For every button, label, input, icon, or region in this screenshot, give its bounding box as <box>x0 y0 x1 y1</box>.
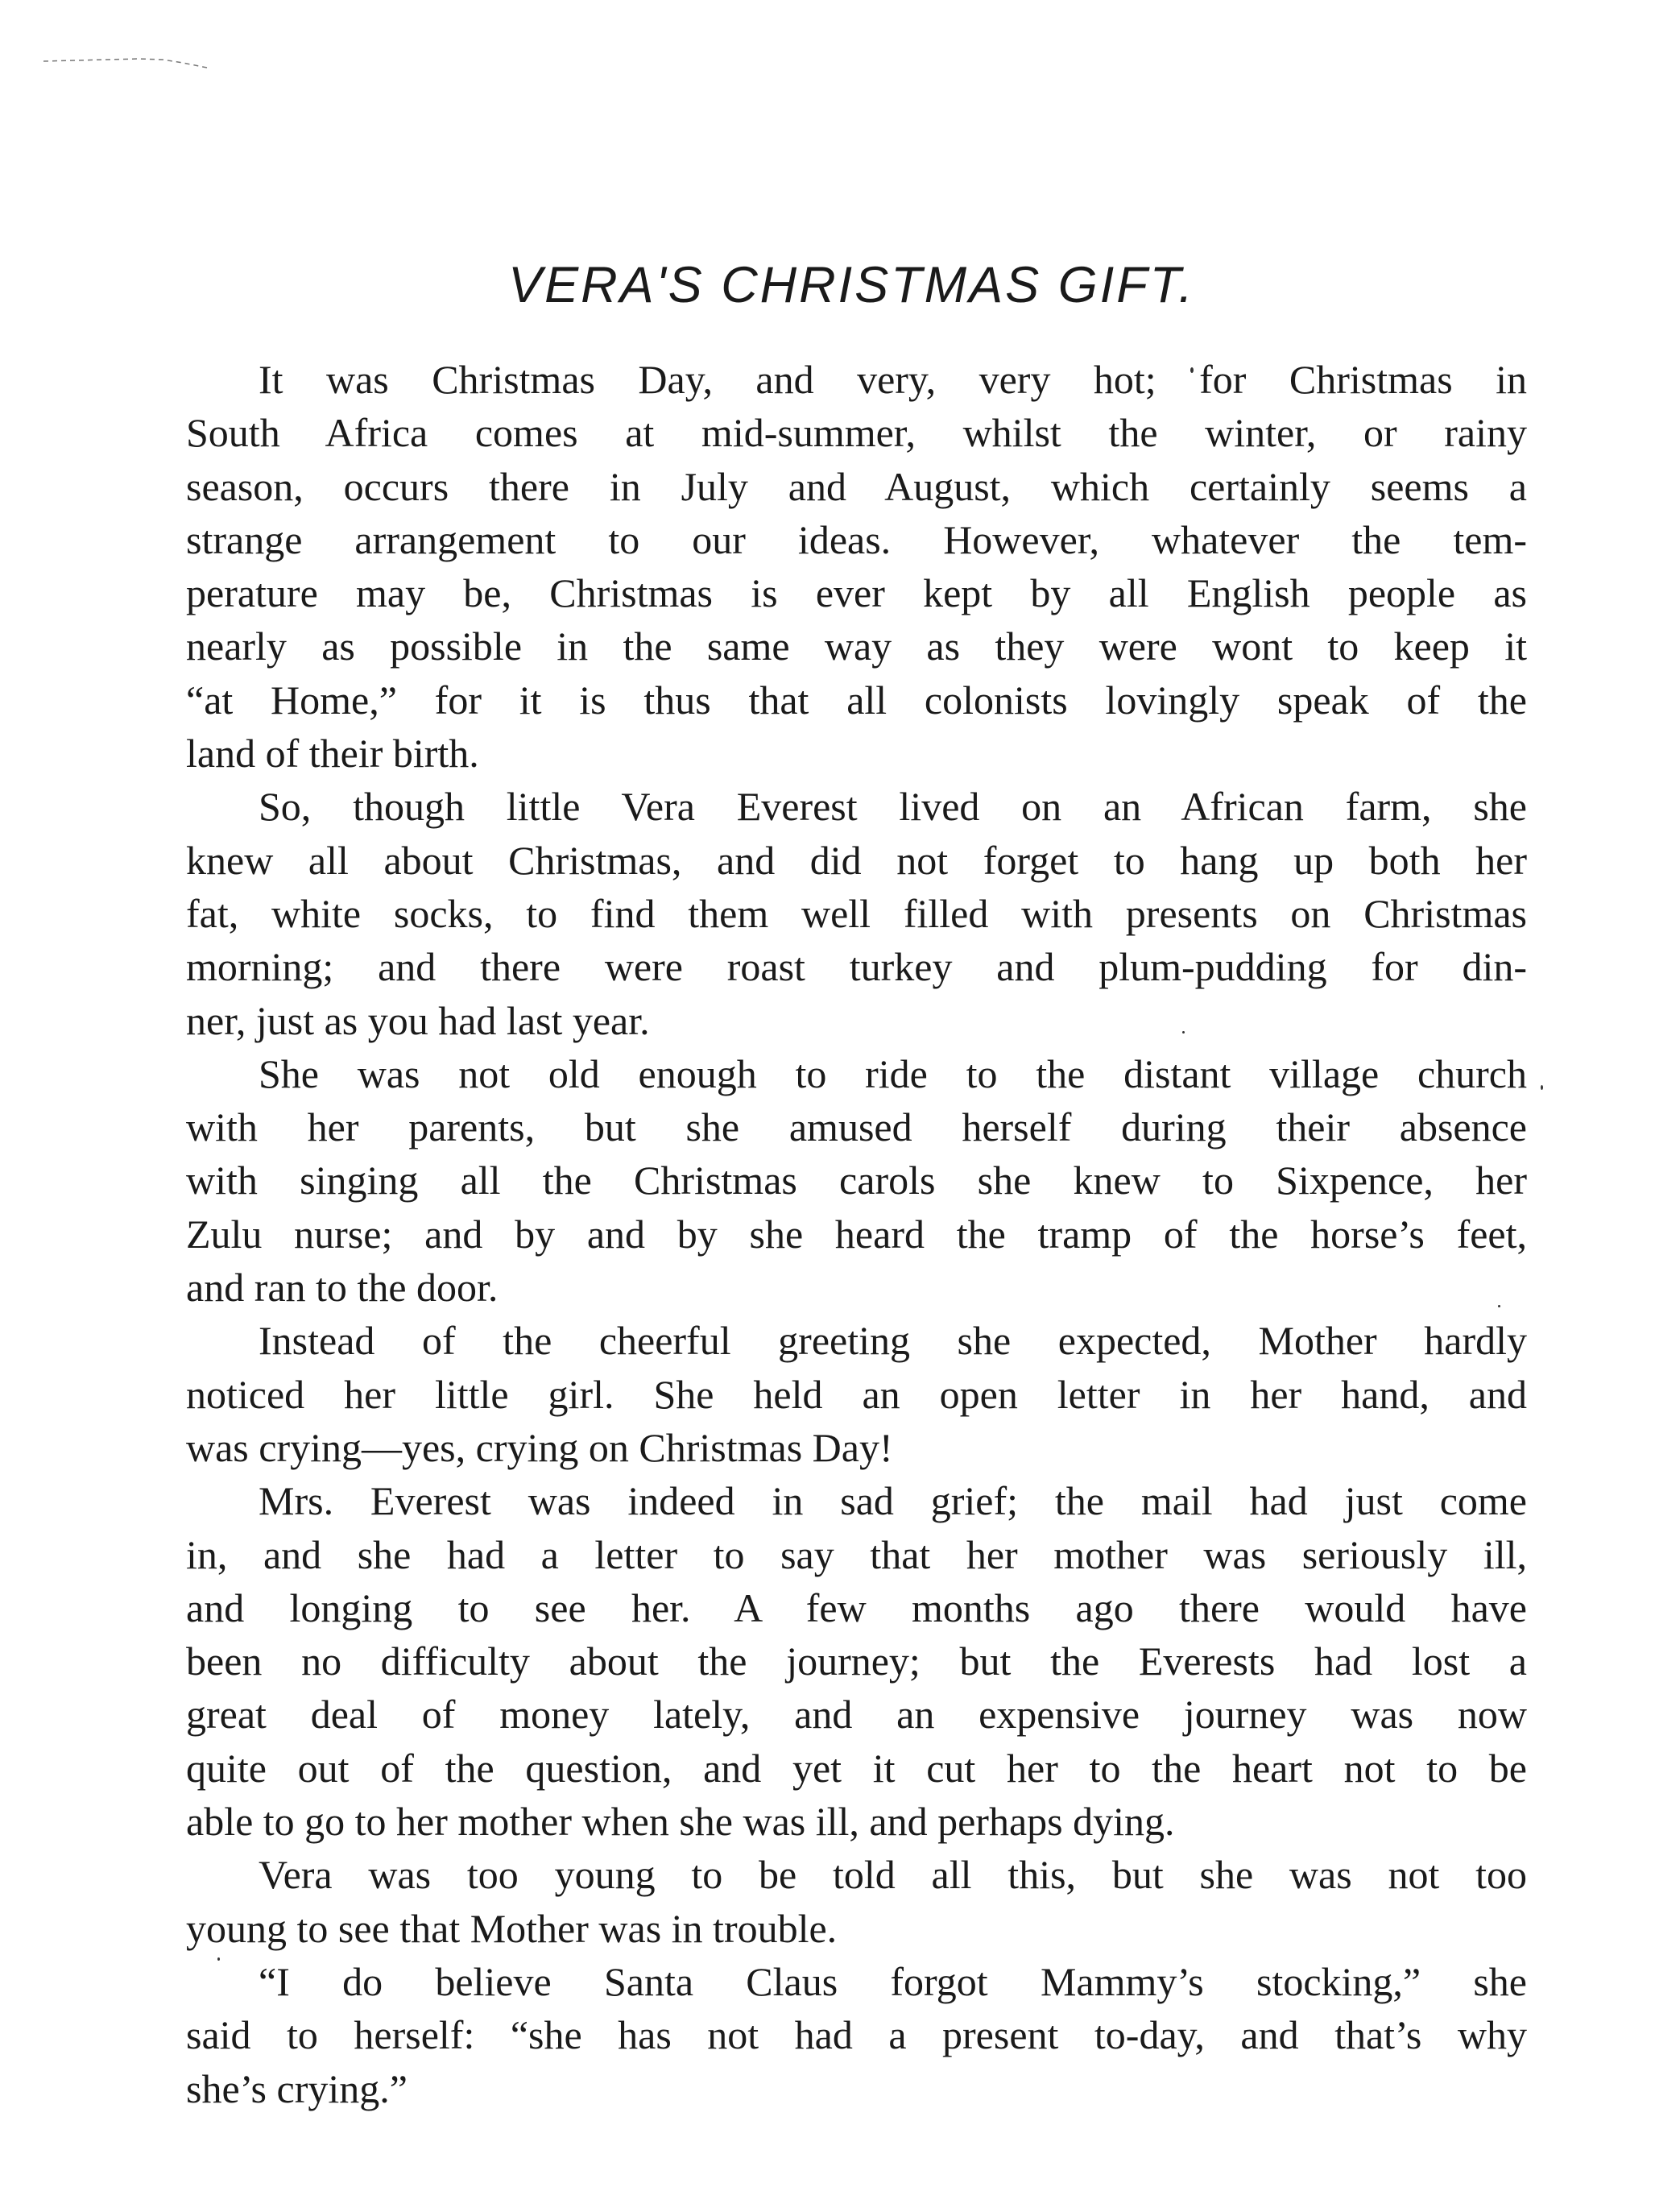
text-line: noticed her little girl. She held an open letter in her hand, and <box>186 1371 1527 1417</box>
text-line: young to see that Mother was in trouble. <box>186 1905 838 1951</box>
story-paragraph <box>186 1047 1527 1314</box>
text-line: perature may be, Christmas is ever kept by all English people as <box>186 570 1527 616</box>
text-line: Instead of the cheerful greeting she expected, Mother hardly <box>259 1318 1527 1364</box>
text-line: Vera was too young to be told all this, but she was not too <box>259 1852 1527 1898</box>
text-line: great deal of money lately, and an expensive journey was now <box>186 1692 1527 1738</box>
text-line: land of their birth. <box>186 731 479 777</box>
text-line: in, and she had a letter to say that her mother was seriously ill, <box>186 1531 1527 1577</box>
text-line: was crying—yes, crying on Christmas Day! <box>186 1424 893 1470</box>
text-line: “I do believe Santa Claus forgot Mammy’s stocking,” she <box>259 1958 1527 2004</box>
text-line: Zulu nurse; and by and by she heard the tramp of the horse’s feet, <box>186 1211 1527 1257</box>
text-line: She was not old enough to ride to the distant village church <box>259 1050 1527 1096</box>
text-line: morning; and there were roast turkey and plum-pudding for din- <box>186 944 1527 990</box>
text-line: and ran to the door. <box>186 1265 499 1311</box>
text-line: said to herself: “she has not had a present to-day, and that’s why <box>186 2012 1527 2058</box>
page-title: VERA'S CHRISTMAS GIFT. <box>508 257 1195 313</box>
text-line: she’s crying.” <box>186 2065 408 2111</box>
story-paragraph <box>186 780 1527 1046</box>
ink-speck <box>1541 1085 1543 1090</box>
story-paragraph <box>186 1474 1527 1848</box>
text-line: able to go to her mother when she was ill, and perhaps dying. <box>186 1799 1175 1845</box>
text-line: season, occurs there in July and August, which certainly seems a <box>186 463 1527 509</box>
text-line: fat, white socks, to find them well filled with presents on Christmas <box>186 890 1527 936</box>
text-line: Mrs. Everest was indeed in sad grief; the mail had just come <box>259 1478 1527 1524</box>
text-line: and longing to see her. A few months ago there would have <box>186 1584 1527 1630</box>
story-paragraph <box>186 1955 1527 2115</box>
text-line: South Africa comes at mid-summer, whilst the winter, or rainy <box>186 410 1527 456</box>
scan-mark-decoration <box>42 50 211 69</box>
story-text <box>186 353 1527 2115</box>
text-line: So, though little Vera Everest lived on an African farm, she <box>259 784 1527 830</box>
text-line: knew all about Christmas, and did not forget to hang up both her <box>186 837 1527 883</box>
story-paragraph <box>186 1314 1527 1474</box>
text-line: ner, just as you had last year. <box>186 997 650 1043</box>
text-line: with her parents, but she amused herself during their absence <box>186 1104 1527 1150</box>
story-paragraph <box>186 353 1527 780</box>
text-line: nearly as possible in the same way as they were wont to keep it <box>186 623 1527 669</box>
text-line: It was Christmas Day, and very, very hot; for Christmas in <box>259 357 1527 402</box>
text-line: been no difficulty about the journey; but the Everests had lost a <box>186 1638 1527 1684</box>
story-paragraph <box>186 1848 1527 1955</box>
text-line: with singing all the Christmas carols she knew to Sixpence, her <box>186 1158 1527 1203</box>
text-line: quite out of the question, and yet it cut her to the heart not to be <box>186 1745 1527 1791</box>
text-line: “at Home,” for it is thus that all colonists lovingly speak of the <box>186 677 1527 723</box>
text-line: strange arrangement to our ideas. However, whatever the tem- <box>186 516 1527 562</box>
